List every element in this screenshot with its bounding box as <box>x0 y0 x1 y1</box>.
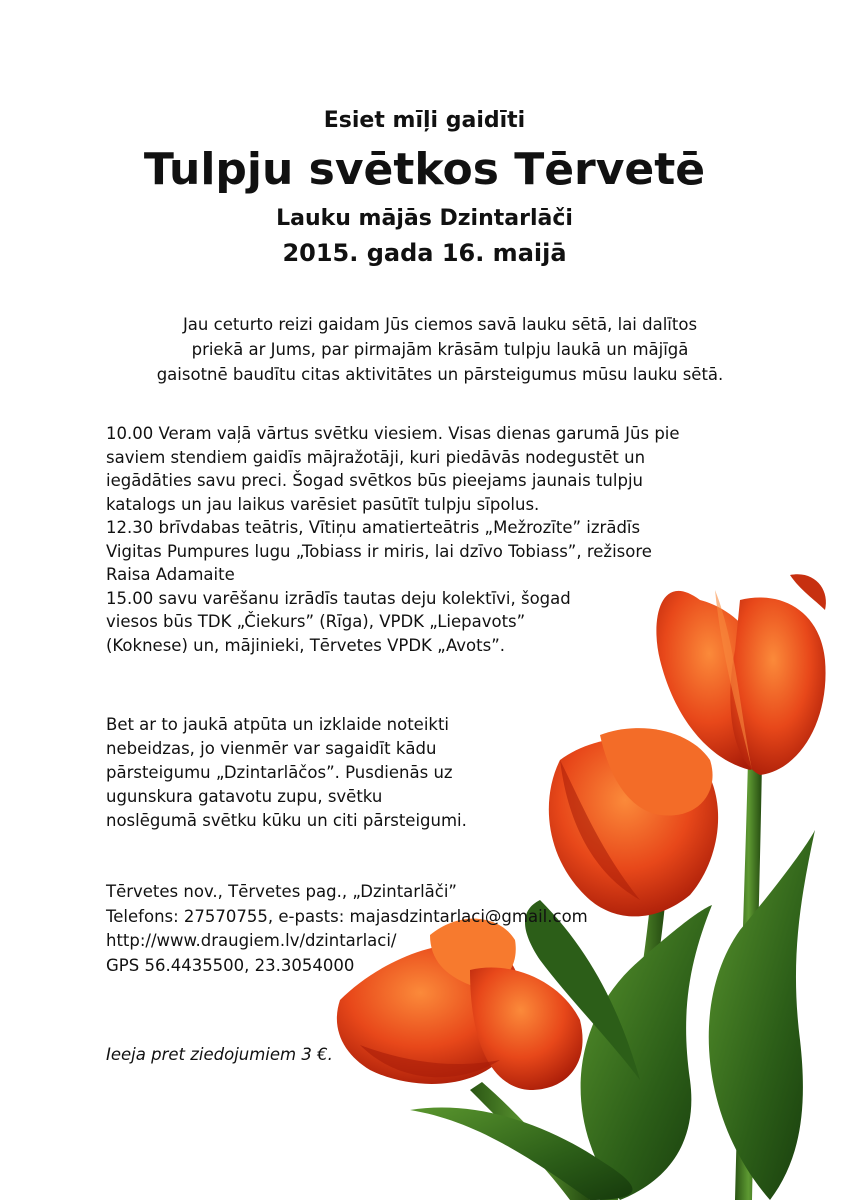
address: Tērvetes nov., Tērvetes pag., „Dzintarlāči” <box>106 882 457 901</box>
event-date: 2015. gada 16. maijā <box>282 239 567 267</box>
program-line: 12.30 brīvdabas teātris, Vītiņu amatierteātris „Mežrozīte” izrādīs <box>106 518 641 537</box>
extra-line: pārsteigumu „Dzintarlāčos”. Pusdienās uz <box>106 763 453 782</box>
header <box>0 106 849 272</box>
entry-fee: Ieeja pret ziedojumiem 3 €. <box>106 1045 333 1064</box>
extra-line: Bet ar to jaukā atpūta un izklaide noteikti <box>106 715 450 734</box>
extra-paragraph <box>106 713 606 833</box>
program-line: Vigitas Pumpures lugu „Tobiass ir miris, lai dzīvo Tobiass”, režisore <box>106 541 652 561</box>
phone-email[interactable]: Telefons: 27570755, e-pasts: majasdzintarlaci@gmail.com <box>106 906 588 926</box>
program-line: viesos būs TDK „Čiekurs” (Rīga), VPDK „Liepavots” <box>106 612 526 631</box>
program-line: (Koknese) un, mājinieki, Tērvetes VPDK „Avots”. <box>106 635 505 655</box>
intro-line: priekā ar Jums, par pirmajām krāsām tulpju laukā un mājīgā <box>191 340 689 359</box>
intro-line: gaisotnē baudītu citas aktivitātes un pārsteigumus mūsu lauku sētā. <box>156 365 724 384</box>
program-line: saviem stendiem gaidīs mājražotāji, kuri piedāvās nodegustēt un <box>106 447 646 467</box>
extra-line: noslēgumā svētku kūku un citi pārsteigumi. <box>106 811 467 830</box>
contacts-block <box>106 880 726 978</box>
intro-line: Jau ceturto reizi gaidam Jūs ciemos savā lauku sētā, lai dalītos <box>182 315 698 334</box>
page-title: Tulpju svētkos Tērvetē <box>143 144 706 195</box>
program-line: 15.00 savu varēšanu izrādīs tautas deju kolektīvi, šogad <box>106 588 571 608</box>
extra-line: ugunskura gatavotu zupu, svētku <box>106 787 383 806</box>
program-line: 10.00 Veram vaļā vārtus svētku viesiem. Visas dienas garumā Jūs pie <box>106 424 680 443</box>
program-line: katalogs un jau laikus varēsiet pasūtīt tulpju sīpolus. <box>106 494 540 514</box>
program-line: iegādāties savu preci. Šogad svētkos būs pieejams jaunais tulpju <box>106 471 643 490</box>
extra-line: nebeidzas, jo vienmēr var sagaidīt kādu <box>106 739 437 758</box>
program-schedule <box>106 422 806 657</box>
gps-coordinates: GPS 56.4435500, 23.3054000 <box>106 955 355 975</box>
venue: Lauku mājās Dzintarlāči <box>276 206 573 231</box>
website-link[interactable]: http://www.draugiem.lv/dzintarlaci/ <box>106 931 397 950</box>
program-line: Raisa Adamaite <box>106 565 235 584</box>
intro-paragraph <box>100 312 780 387</box>
greeting: Esiet mīļi gaidīti <box>323 108 526 133</box>
